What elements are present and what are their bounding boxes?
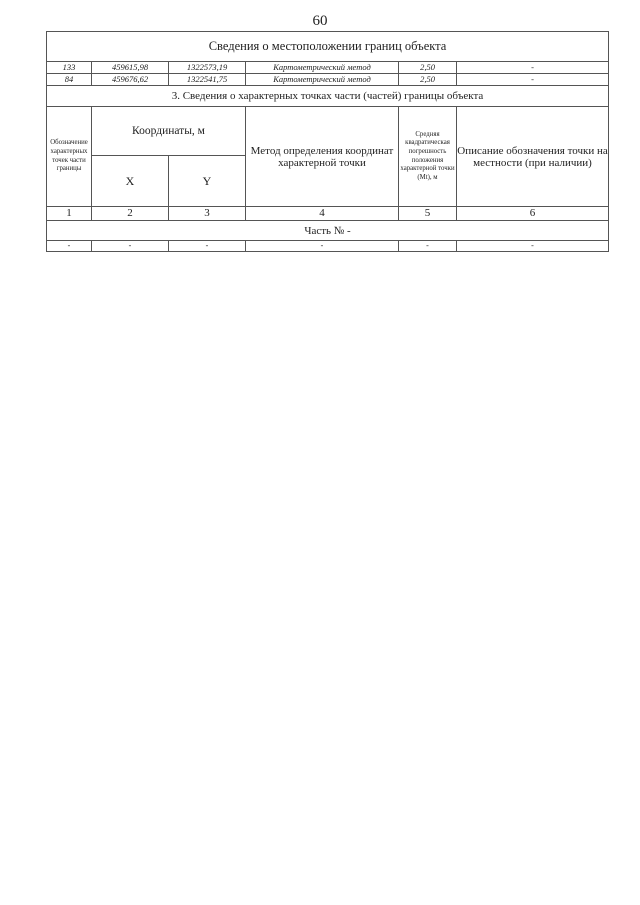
header-x: X [92,156,169,207]
empty-cell: - [169,241,246,252]
table-row [47,74,609,86]
column-number: 1 [47,207,92,221]
empty-cell: - [47,241,92,252]
header-row [47,107,609,156]
method-cell: Картометрический метод [246,62,399,74]
empty-cell: - [399,241,457,252]
description-cell: - [457,74,609,86]
page-number: 60 [312,13,328,29]
header-y: Y [169,156,246,207]
x-cell: 459615,98 [92,62,169,74]
part-row [47,221,609,241]
column-number: 5 [399,207,457,221]
column-number: 3 [169,207,246,221]
table-row [47,62,609,74]
section3-title: 3. Сведения о характерных точках части (частей) границы объекта [47,86,609,107]
y-cell: 1322573,19 [169,62,246,74]
column-number-row [47,207,609,221]
table-row [47,241,609,252]
header-description: Описание обозначения точки на местности (при наличии) [457,107,609,207]
header-coordinates: Координаты, м [92,107,246,156]
description-cell: - [457,62,609,74]
empty-cell: - [246,241,399,252]
header-point-designation: Обозначение характерных точек части границы [47,107,92,207]
header-method: Метод определения координат характерной точки [246,107,399,207]
section-title: Сведения о местоположении границ объекта [47,32,609,62]
accuracy-cell: 2,50 [399,74,457,86]
y-cell: 1322541,75 [169,74,246,86]
boundary-table [46,31,609,252]
empty-cell: - [92,241,169,252]
section-title-row [47,32,609,62]
column-number: 6 [457,207,609,221]
column-number: 2 [92,207,169,221]
empty-cell: - [457,241,609,252]
section3-title-row [47,86,609,107]
header-accuracy: Средняя квадратическая погрешность положения характерной точки (Мt), м [399,107,457,207]
method-cell: Картометрический метод [246,74,399,86]
column-number: 4 [246,207,399,221]
accuracy-cell: 2,50 [399,62,457,74]
x-cell: 459676,62 [92,74,169,86]
point-cell: 133 [47,62,92,74]
part-label: Часть № - [47,221,609,241]
point-cell: 84 [47,74,92,86]
